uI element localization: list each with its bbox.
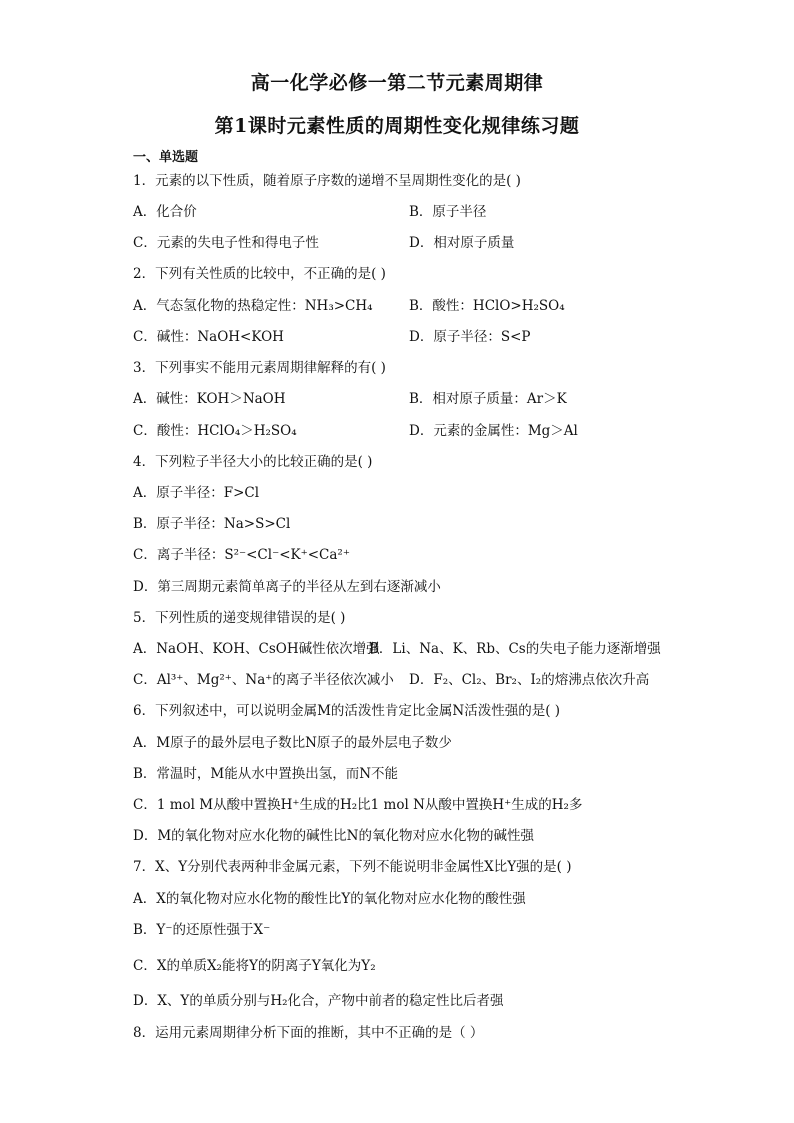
question-2-option-a: A．气态氢化物的热稳定性：NH₃>CH₄ [133, 298, 373, 314]
question-6-option-a: A．M原子的最外层电子数比N原子的最外层电子数少 [133, 735, 452, 751]
question-2-option-b: B．酸性：HClO>H₂SO₄ [409, 298, 565, 314]
question-5-option-a: A．NaOH、KOH、CsOH碱性依次增强 [133, 641, 380, 657]
question-7-stem: 7．X、Y分别代表两种非金属元素，下列不能说明非金属性X比Y强的是( ) [133, 859, 572, 875]
question-2-stem: 2．下列有关性质的比较中，不正确的是( ) [133, 266, 386, 282]
question-1-option-d: D．相对原子质量 [409, 235, 515, 251]
question-3-option-c: C．酸性：HClO₄＞H₂SO₄ [133, 423, 297, 439]
question-1-option-a: A．化合价 [133, 204, 197, 220]
question-4-option-a: A．原子半径：F>Cl [133, 485, 260, 501]
question-3-option-a: A．碱性：KOH＞NaOH [133, 391, 286, 407]
question-3-option-d: D．元素的金属性：Mg＞Al [409, 423, 578, 439]
question-3-stem: 3．下列事实不能用元素周期律解释的有( ) [133, 360, 386, 376]
question-6-option-b: B．常温时，M能从水中置换出氢，而N不能 [133, 766, 399, 782]
question-7-option-c: C．X的单质X₂能将Y的阴离子Y氧化为Y₂ [133, 958, 376, 974]
question-5-stem: 5．下列性质的递变规律错误的是( ) [133, 610, 346, 626]
question-5-option-d: D．F₂、Cl₂、Br₂、I₂的熔沸点依次升高 [409, 672, 650, 688]
section-heading: 一、单选题 [133, 150, 199, 165]
question-2-option-d: D．原子半径：S<P [409, 329, 531, 345]
question-4-option-c: C．离子半径：S²⁻<Cl⁻<K⁺<Ca²⁺ [133, 547, 350, 563]
question-3-option-b: B．相对原子质量：Ar＞K [409, 391, 567, 407]
question-6-option-d: D．M的氧化物对应水化物的碱性比N的氧化物对应水化物的碱性强 [133, 828, 534, 844]
question-1-stem: 1．元素的以下性质，随着原子序数的递增不呈周期性变化的是( ) [133, 173, 521, 189]
question-4-option-d: D．第三周期元素简单离子的半径从左到右逐渐减小 [133, 579, 441, 595]
question-1-option-b: B．原子半径 [409, 204, 487, 220]
question-8-stem: 8．运用元素周期律分析下面的推断，其中不正确的是（ ） [133, 1025, 484, 1041]
question-2-option-c: C．碱性：NaOH<KOH [133, 329, 284, 345]
question-6-stem: 6．下列叙述中，可以说明金属M的活泼性肯定比金属N活泼性强的是( ) [133, 703, 561, 719]
question-6-option-c: C．1 mol M从酸中置换H⁺生成的H₂比1 mol N从酸中置换H⁺生成的H₂多 [133, 797, 583, 813]
document-title: 高一化学必修一第二节元素周期律 [250, 72, 544, 94]
question-7-option-a: A．X的氧化物对应水化物的酸性比Y的氧化物对应水化物的酸性强 [133, 891, 526, 907]
question-5-option-c: C．Al³⁺、Mg²⁺、Na⁺的离子半径依次减小 [133, 672, 394, 688]
question-4-stem: 4．下列粒子半径大小的比较正确的是( ) [133, 454, 373, 470]
document-subtitle: 第1课时元素性质的周期性变化规律练习题 [214, 115, 580, 137]
question-4-option-b: B．原子半径：Na>S>Cl [133, 516, 291, 532]
question-1-option-c: C．元素的失电子性和得电子性 [133, 235, 319, 251]
question-5-option-b: B．Li、Na、K、Rb、Cs的失电子能力逐渐增强 [369, 641, 661, 657]
question-7-option-d: D．X、Y的单质分别与H₂化合，产物中前者的稳定性比后者强 [133, 993, 504, 1009]
question-7-option-b: B．Y⁻的还原性强于X⁻ [133, 922, 271, 938]
